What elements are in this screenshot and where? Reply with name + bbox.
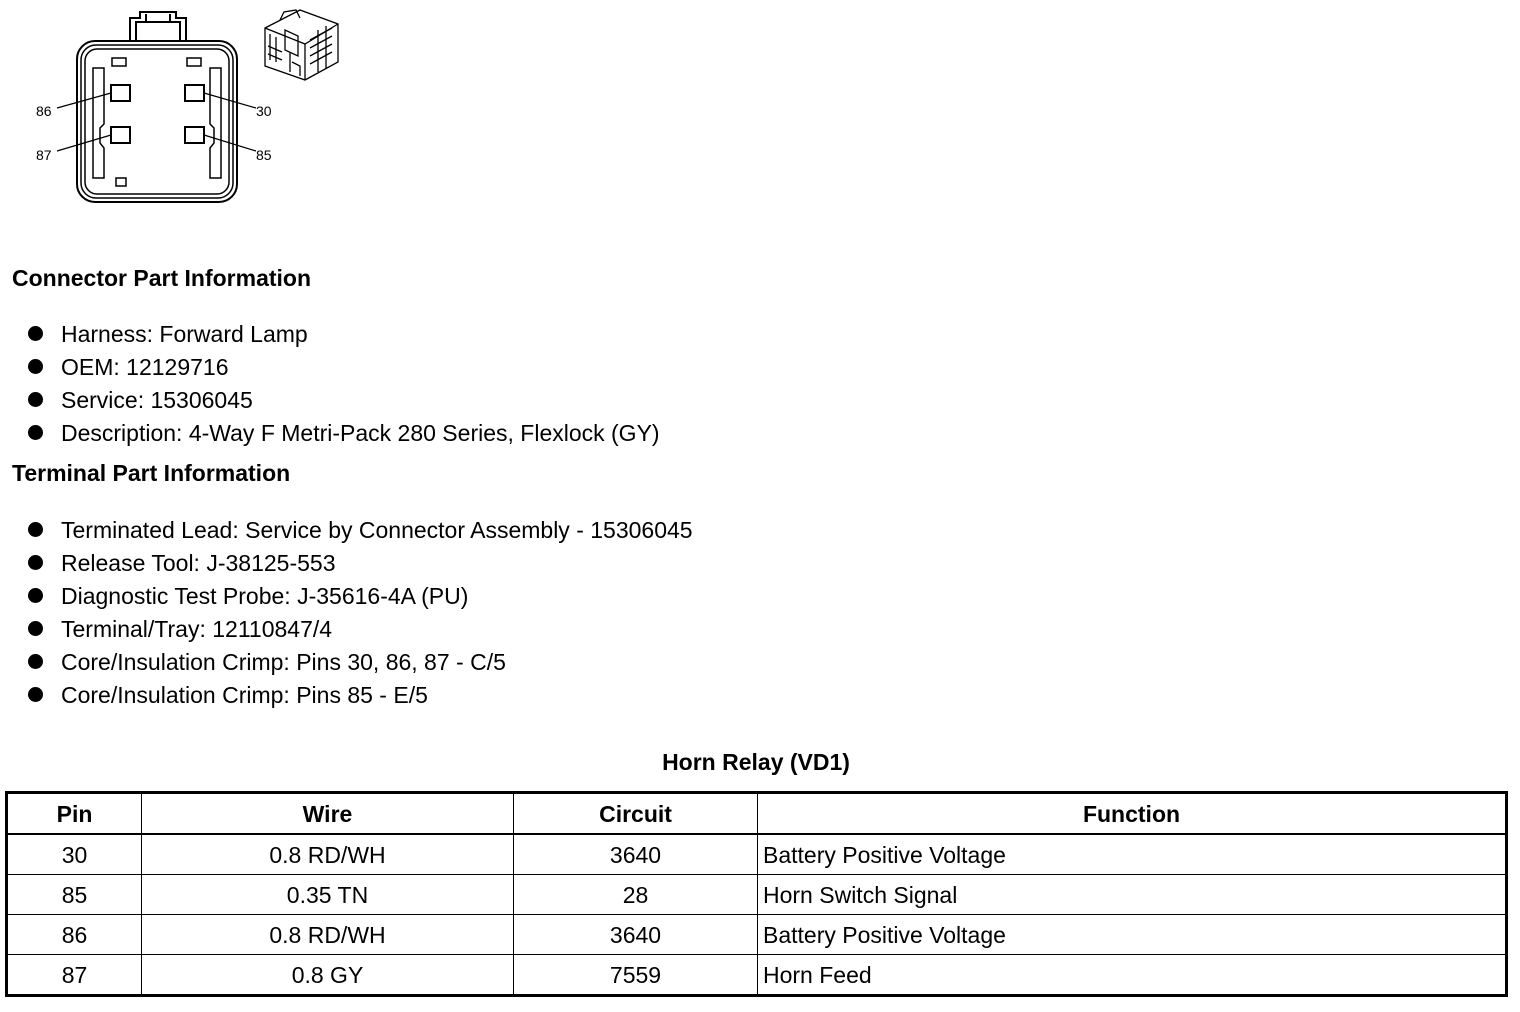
terminal-part-info-list	[28, 513, 693, 711]
pin-table	[5, 791, 1508, 997]
list-item	[28, 612, 693, 645]
pin-label-87: 87	[36, 147, 52, 163]
table-row	[7, 915, 1507, 955]
cell-pin: 85	[7, 875, 142, 915]
list-item	[28, 350, 660, 383]
header-wire: Wire	[142, 793, 514, 835]
list-item-text: Terminal/Tray: 12110847/4	[61, 615, 333, 642]
cell-pin: 30	[7, 834, 142, 875]
list-item	[28, 579, 693, 612]
list-item	[28, 416, 660, 449]
connector-part-info-list	[28, 317, 660, 449]
list-item-text: Core/Insulation Crimp: Pins 85 - E/5	[61, 681, 428, 708]
pin-label-85: 85	[256, 147, 272, 163]
list-item-text: Description: 4-Way F Metri-Pack 280 Series, Flexlock (GY)	[61, 419, 660, 446]
cell-circuit: 3640	[514, 915, 758, 955]
cell-function: Battery Positive Voltage	[758, 834, 1507, 875]
list-item-text: Harness: Forward Lamp	[61, 320, 308, 347]
bullet-icon	[28, 621, 43, 636]
header-pin: Pin	[7, 793, 142, 835]
list-item	[28, 513, 693, 546]
connector-isometric-view	[265, 10, 338, 80]
pin-label-86: 86	[36, 103, 52, 119]
cavity-85	[185, 127, 204, 143]
bullet-icon	[28, 522, 43, 537]
list-item	[28, 678, 693, 711]
cell-function: Battery Positive Voltage	[758, 915, 1507, 955]
bullet-icon	[28, 555, 43, 570]
cell-pin: 87	[7, 955, 142, 996]
list-item	[28, 317, 660, 350]
list-item	[28, 383, 660, 416]
connector-face-diagram	[0, 0, 360, 215]
cavity-86	[111, 85, 130, 101]
list-item-text: Diagnostic Test Probe: J-35616-4A (PU)	[61, 582, 469, 609]
list-item-text: Release Tool: J-38125-553	[61, 549, 336, 576]
cell-pin: 86	[7, 915, 142, 955]
cell-wire: 0.8 RD/WH	[142, 915, 514, 955]
terminal-part-info-heading: Terminal Part Information	[12, 460, 291, 486]
bullet-icon	[28, 425, 43, 440]
cavity-87	[111, 127, 130, 143]
table-row	[7, 834, 1507, 875]
connector-part-info-heading: Connector Part Information	[12, 265, 312, 291]
cell-wire: 0.8 GY	[142, 955, 514, 996]
bullet-icon	[28, 359, 43, 374]
cell-circuit: 7559	[514, 955, 758, 996]
bullet-icon	[28, 654, 43, 669]
table-header-row	[7, 793, 1507, 835]
cavity-30	[185, 85, 204, 101]
table-row	[7, 955, 1507, 996]
bullet-icon	[28, 588, 43, 603]
bullet-icon	[28, 687, 43, 702]
list-item-text: OEM: 12129716	[61, 353, 229, 380]
header-function: Function	[758, 793, 1507, 835]
cell-function: Horn Switch Signal	[758, 875, 1507, 915]
bullet-icon	[28, 392, 43, 407]
bullet-icon	[28, 326, 43, 341]
list-item	[28, 645, 693, 678]
cell-function: Horn Feed	[758, 955, 1507, 996]
table-row	[7, 875, 1507, 915]
cell-circuit: 3640	[514, 834, 758, 875]
list-item-text: Core/Insulation Crimp: Pins 30, 86, 87 - C/5	[61, 648, 506, 675]
cell-circuit: 28	[514, 875, 758, 915]
table-title: Horn Relay (VD1)	[662, 749, 850, 775]
list-item-text: Service: 15306045	[61, 386, 253, 413]
header-circuit: Circuit	[514, 793, 758, 835]
list-item	[28, 546, 693, 579]
pin-label-30: 30	[256, 103, 272, 119]
cell-wire: 0.35 TN	[142, 875, 514, 915]
cell-wire: 0.8 RD/WH	[142, 834, 514, 875]
list-item-text: Terminated Lead: Service by Connector Assembly - 15306045	[61, 516, 693, 543]
